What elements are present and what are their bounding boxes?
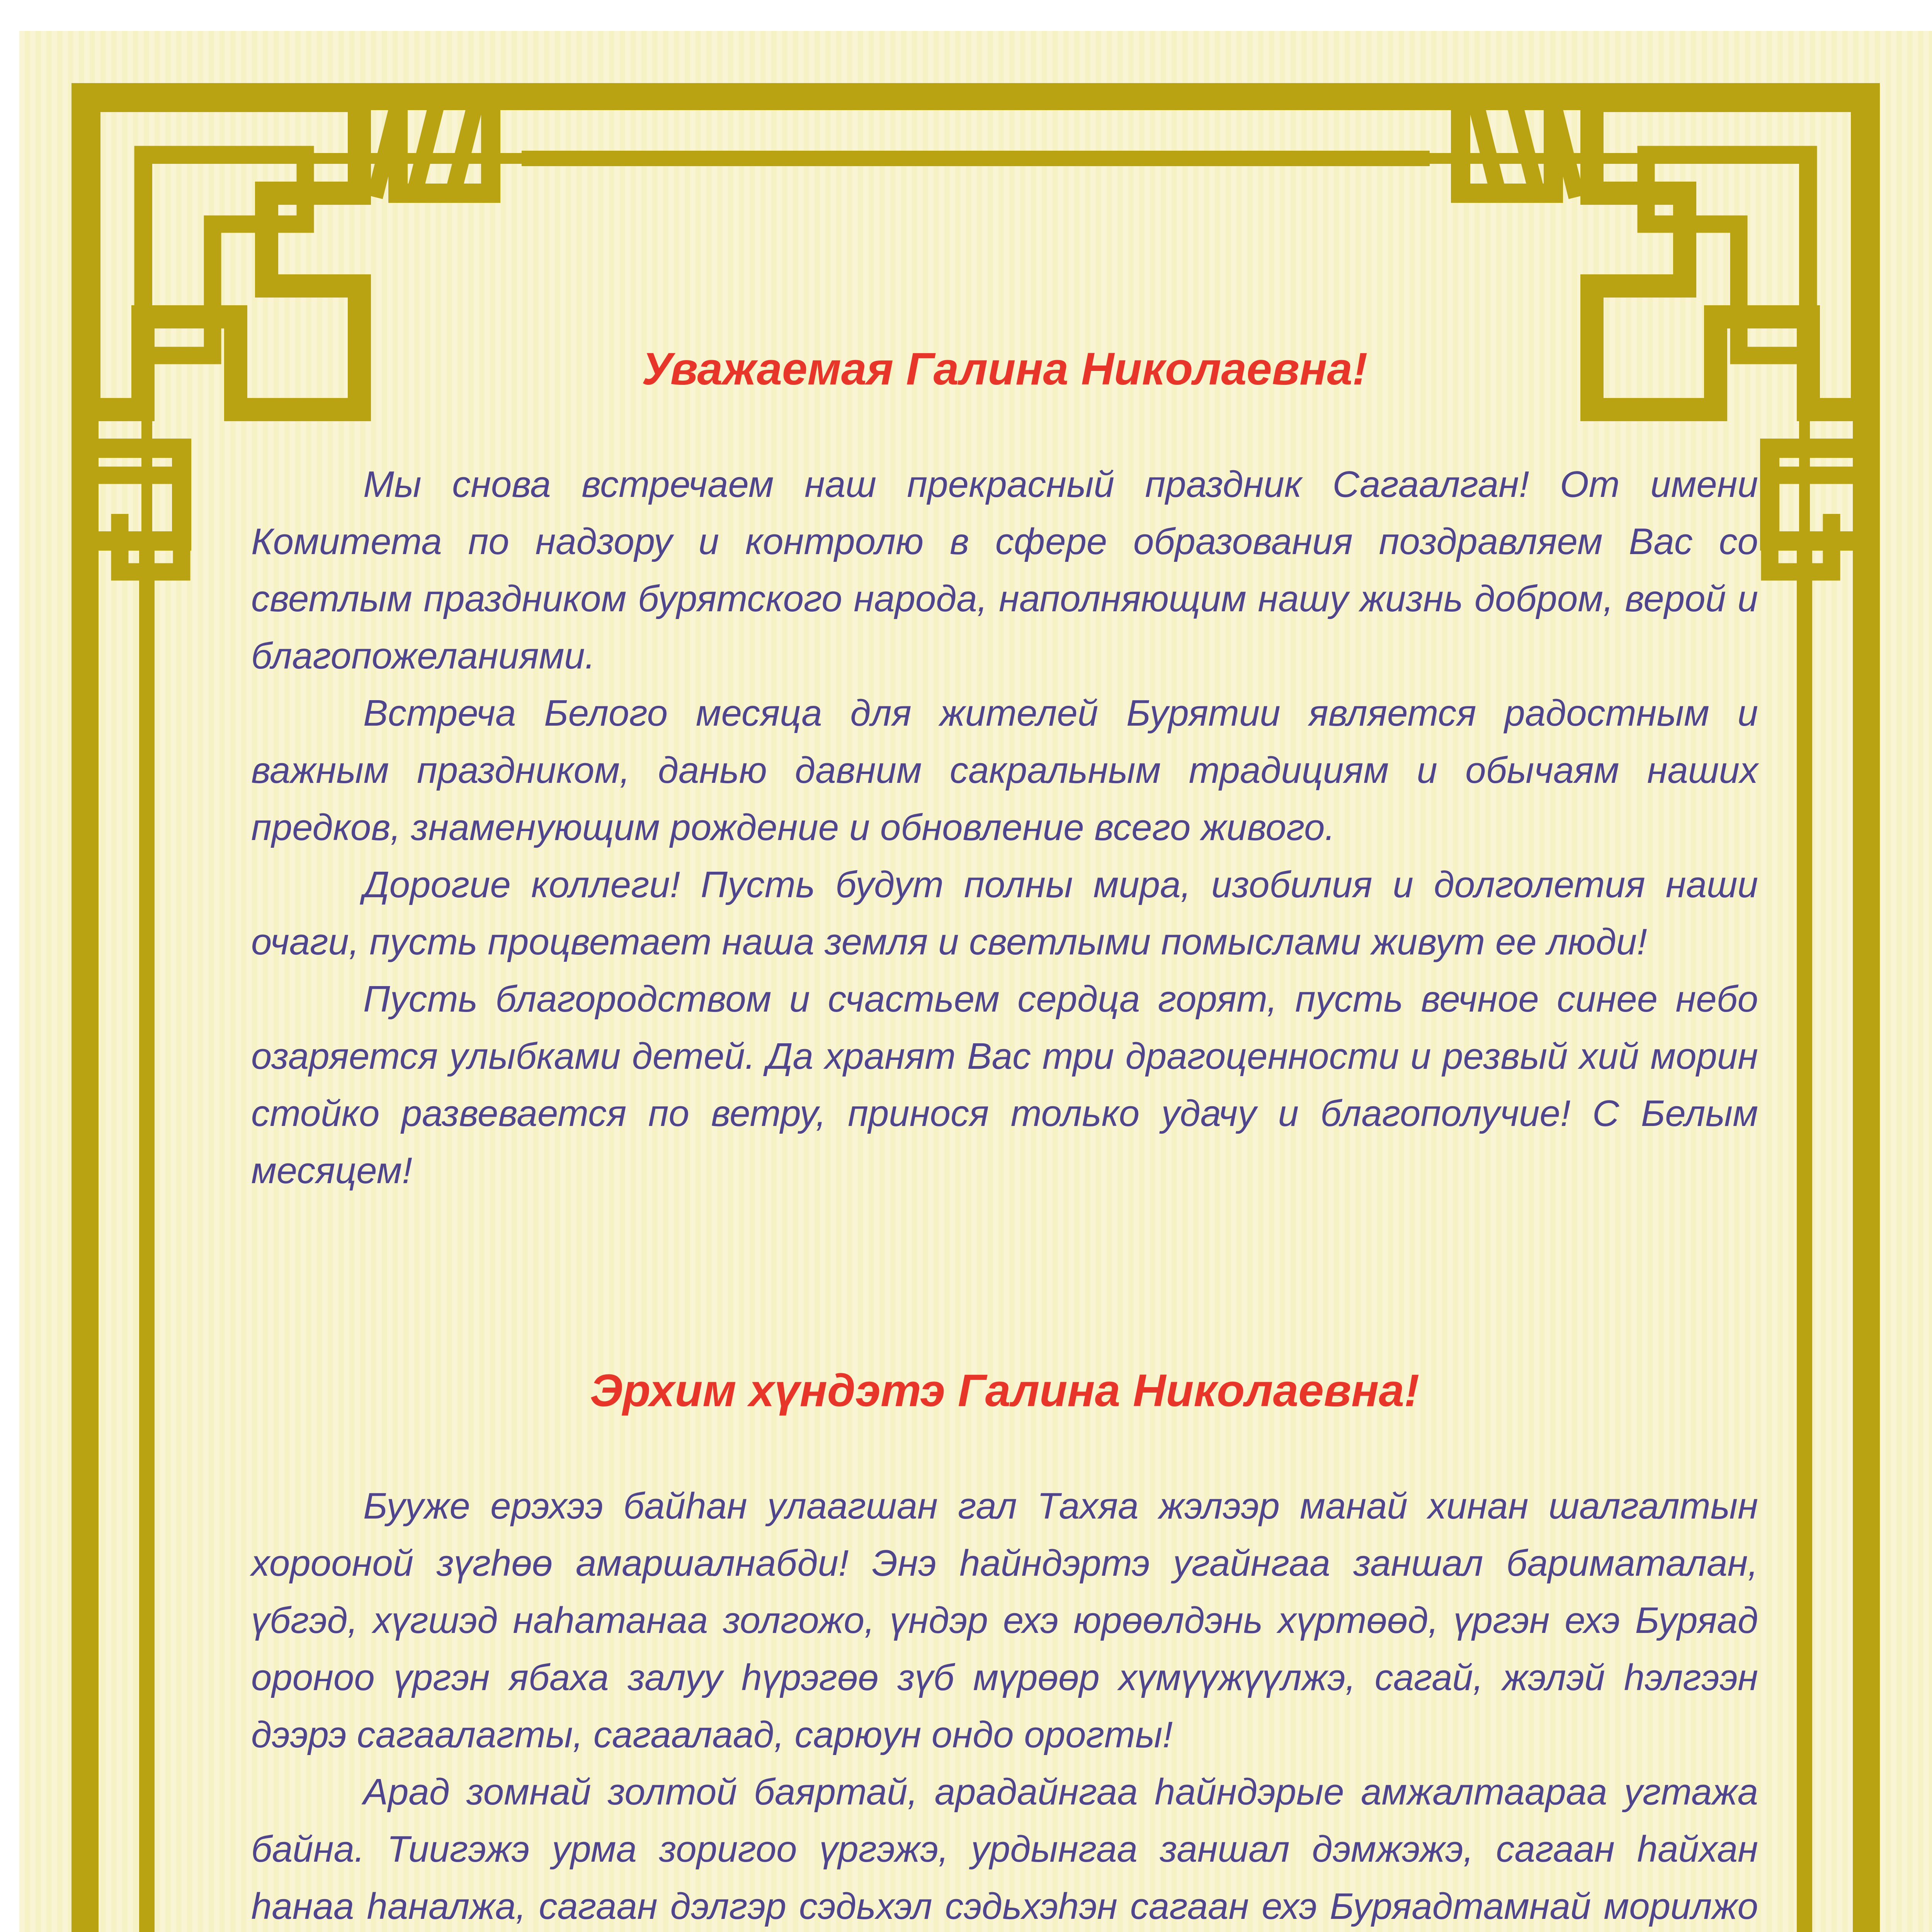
paragraph-ru-4: Пусть благородством и счастьем сердца горят, пусть вечное синее небо озаряется улыбками детей. Да хранят Вас три драгоценности и резвый хий морин стойко развевается по ветру, принося только удачу и благополучие! С Белым месяцем! [251, 978, 1758, 1191]
greeting-heading-russian: Уважаемая Галина Николаевна! [641, 344, 1368, 395]
paragraph-bua-1: Бууже ерэхээ байhан улаагшан гал Тахяа жэлээр манай хинан шалгалтын хорооной зүгhөө амаршалнабди! Энэ hайндэртэ угайнгаа заншал бариматалан, үбгэд, хүгшэд наhатанаа золгожо, үндэр ехэ юрөөлдэнь хүртөөд, үргэн ехэ Буряад ороноо үргэн ябаха залуу hүрэгөө зүб мүрөөр хүмүүжүүлжэ, сагай, жэлэй hэлгээн дээрэ сагаалагты, сагаалаад, сарюун ондо орогты! [251, 1485, 1758, 1755]
paragraph-ru-1: Мы снова встречаем наш прекрасный праздник Сагаалган! От имени Комитета по надзору и контролю в сфере образования поздравляем Вас со светлым праздником бурятского народа, наполняющим нашу жизнь добром, верой и благопожеланиями. [251, 464, 1758, 677]
paragraph-ru-2: Встреча Белого месяца для жителей Бурятии является радостным и важным праздником, данью давним сакральным традициям и обычаям наших предков, знаменующим рождение и обновление всего живого. [251, 692, 1758, 848]
letter-sheet [19, 31, 1932, 1932]
greeting-heading-buryat: Эрхим хүндэтэ Галина Николаевна! [590, 1365, 1420, 1416]
paragraph-bua-2: Арад зомнай золтой баяртай, арадайнгаа hайндэрые амжалтаараа угтажа байна. Тиигэжэ урма зоригоо үргэжэ, урдынгаа заншал дэмжэжэ, сагаан hайхан hанаа hаналжа, сагаан дэлгэр сэдьхэл сэдьхэhэн сагаан ехэ Буряадтамнай морилжо [251, 1771, 1758, 1927]
letter-body [251, 340, 1758, 1932]
paragraph-ru-3: Дорогие коллеги! Пусть будут полны мира, изобилия и долголетия наши очаги, пусть процветает наша земля и светлыми помыслами живут ее люди! [251, 864, 1758, 963]
